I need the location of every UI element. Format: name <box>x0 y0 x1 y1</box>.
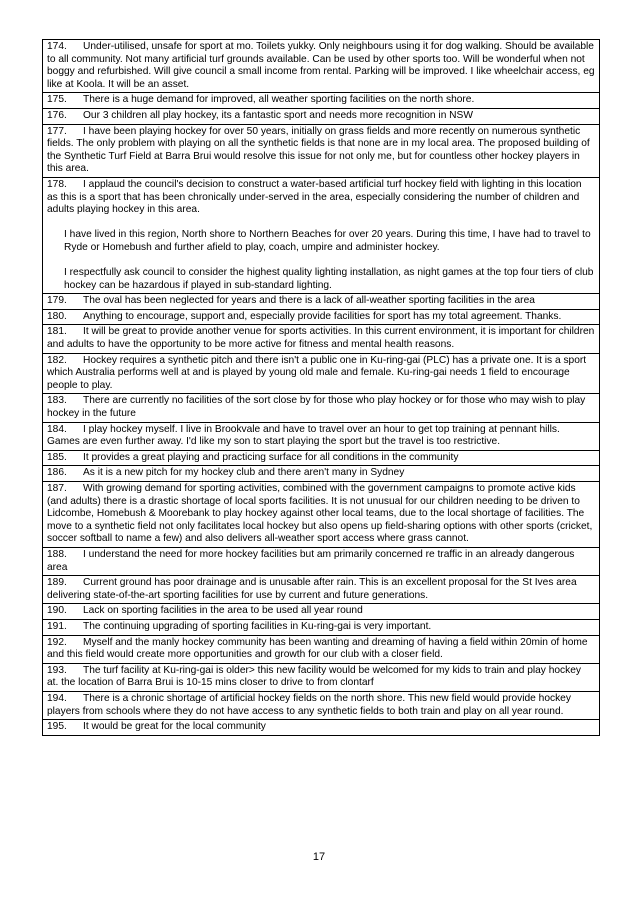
row-text: I have been playing hockey for over 50 years, initially on grass fields and more recently on numerous synthetic fields. The only problem with playing on all the synthetic fields is that none are in my local area. The proposed building of the Synthetic Turf Field at Barra Brui would resolve this issue for not only me, but for countless other hockey players in this area. <box>47 125 590 175</box>
row-text: There is a chronic shortage of artificial hockey fields on the north shore. This new field would provide hockey players from schools where they do not have access to any synthetic fields to both train and play on all year round. <box>47 692 571 717</box>
row-number: 184. <box>47 423 67 435</box>
row-text: Lack on sporting facilities in the area to be used all year round <box>83 605 363 617</box>
table-row <box>43 325 599 353</box>
table-row <box>43 310 599 326</box>
table-row <box>43 720 599 736</box>
row-text: There is a huge demand for improved, all weather sporting facilities on the north shore. <box>83 94 475 106</box>
row-number: 191. <box>47 620 67 632</box>
row-number: 179. <box>47 295 67 307</box>
row-text: Myself and the manly hockey community has been wanting and dreaming of having a field within 20min of home and this field would create more opportunities and growth for our club with a closer field. <box>47 636 588 661</box>
row-number: 188. <box>47 548 67 560</box>
row-text: Current ground has poor drainage and is unusable after rain. This is an excellent proposal for the St Ives area delivering state-of-the-art sporting facilities for use by current and future generations. <box>47 577 577 601</box>
table-row <box>43 548 599 576</box>
row-number: 195. <box>47 721 67 733</box>
row-text: It will be great to provide another venue for sports activities. In this current environment, it is important for children and adults to have the opportunity to be more active for fitness and mental health reasons. <box>47 326 595 351</box>
table-row <box>43 354 599 395</box>
table-row <box>43 40 599 93</box>
row-text: The continuing upgrading of sporting facilities in Ku-ring-gai is very important. <box>83 620 432 632</box>
row-text: I understand the need for more hockey facilities but am primarily concerned re traffic in an already dangerous area <box>47 548 575 573</box>
row-text: I play hockey myself. I live in Brookvale and have to travel over an hour to get top training at pennant hills. Games are even further away. I'd like my son to start playing the sport but the travel is too restrictive. <box>47 423 560 448</box>
table-row <box>43 451 599 467</box>
row-text: It provides a great playing and practicing surface for all conditions in the community <box>83 451 459 463</box>
table-row <box>43 294 599 310</box>
row-number: 190. <box>47 605 67 617</box>
row-number: 177. <box>47 125 67 137</box>
row-text: There are currently no facilities of the sort close by for those who play hockey or for those who may wish to play hockey in the future <box>47 395 586 420</box>
row-text: Hockey requires a synthetic pitch and there isn't a public one in Ku-ring-gai (PLC) has a private one. It is a sport which Australia performs well at and is played by young old male and female. Ku-ring-gai needs 1 field to encourage people to play. <box>47 354 587 391</box>
table-row <box>43 109 599 125</box>
row-number: 185. <box>47 451 67 463</box>
row-paragraph: I respectfully ask council to consider the highest quality lighting installation, as night games at the top four tiers of club hockey can be hazardous if played in sub-standard lighting. <box>64 267 594 291</box>
row-text: The oval has been neglected for years and there is a lack of all-weather sporting facilities in the area <box>83 295 535 307</box>
page-number: 17 <box>312 851 326 863</box>
row-number: 192. <box>47 636 67 648</box>
table-row <box>43 125 599 178</box>
table-row <box>43 636 599 664</box>
row-number: 193. <box>47 664 67 676</box>
row-number: 174. <box>47 41 67 52</box>
row-number: 181. <box>47 326 67 338</box>
row-number: 178. <box>47 178 67 190</box>
row-text: Our 3 children all play hockey, its a fantastic sport and needs more recognition in NSW <box>83 109 473 121</box>
table-row <box>43 620 599 636</box>
table-row <box>43 423 599 451</box>
row-text: The turf facility at Ku-ring-gai is older> this new facility would be welcomed for my kids to train and play hockey at. the location of Barra Brui is 10-15 mins closer to drive to from clontarf <box>47 664 581 689</box>
row-number: 180. <box>47 310 67 322</box>
row-text: It would be great for the local community <box>83 721 266 733</box>
row-paragraph: I applaud the council's decision to construct a water-based artificial turf hockey field with lighting in this location as this is a sport that has been chronically under-served in the area, especially considering the number of children and adults playing hockey in this area. <box>47 178 582 216</box>
comments-table <box>42 39 600 736</box>
table-row <box>43 576 599 604</box>
row-number: 182. <box>47 354 67 366</box>
table-row <box>43 664 599 692</box>
row-text: As it is a new pitch for my hockey club and there aren't many in Sydney <box>83 467 405 479</box>
table-row <box>43 466 599 482</box>
row-text: Anything to encourage, support and, especially provide facilities for sport has my total agreement. Thanks. <box>83 310 562 322</box>
row-number: 189. <box>47 577 67 589</box>
row-text: With growing demand for sporting activities, combined with the government campaigns to promote active kids (and adults) there is a drastic shortage of local sports facilities. It is not unusual for our children needing to be driven to Lidcombe, Homebush & Moorebank to play hockey against other local teams, due to the local shortage of facilities. The move to a synthetic field not only facilitates local hockey but also opens up field-sharing options with other sports (cricket, soccer softball to name a few) and also delivers all-weather sport access where grass cannot. <box>47 483 593 545</box>
row-paragraph: I have lived in this region, North shore to Northern Beaches for over 20 years. During this time, I have had to travel to Ryde or Homebush and further afield to play, coach, umpire and administer hockey. <box>64 229 591 253</box>
table-row <box>43 178 599 294</box>
row-number: 194. <box>47 692 67 704</box>
table-row <box>43 482 599 548</box>
row-text: Under-utilised, unsafe for sport at mo. Toilets yukky. Only neighbours using it for dog walking. Should be available to all community. Not many artificial turf grounds available. Can be used by other sports too. Will be wonderful when not boggy and refurbished. Will give council a small income from rental. Parking will be improved. I like wheelchair access, eg like at Koola. It will be an asset. <box>47 41 595 90</box>
table-row <box>43 604 599 620</box>
row-number: 175. <box>47 94 67 106</box>
row-number: 186. <box>47 467 67 479</box>
row-number: 187. <box>47 483 67 494</box>
row-number: 183. <box>47 395 67 407</box>
table-row <box>43 394 599 422</box>
row-number: 176. <box>47 109 67 121</box>
table-row <box>43 93 599 109</box>
table-row <box>43 692 599 720</box>
